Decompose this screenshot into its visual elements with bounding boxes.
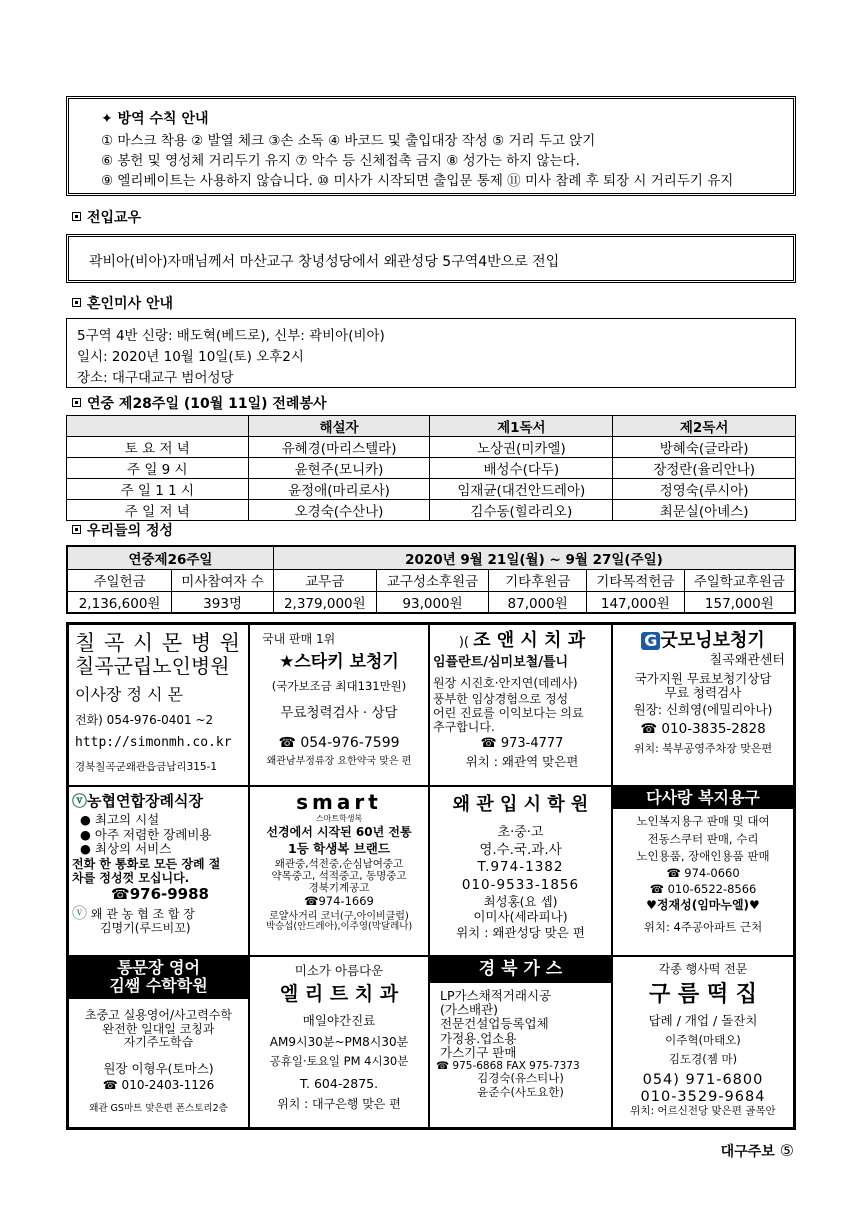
square-bullet-icon xyxy=(72,298,81,307)
ad-simon-hospital xyxy=(68,624,249,786)
ad-text: ● 아주 저렴한 장례비용 xyxy=(80,826,212,842)
ad-text: 칠곡왜관센터 xyxy=(709,652,785,668)
notice-title: ✦ 방역 수칙 안내 xyxy=(101,111,209,127)
offering-value: 2,136,600원 xyxy=(67,591,172,613)
liturgy-cell: 정영숙(루시아) xyxy=(613,479,796,500)
table-row xyxy=(67,458,796,479)
ad-text: 박승섭(안드레아),이주영(막달레나) xyxy=(265,921,413,933)
offering-header: 기타후원금 xyxy=(489,569,587,591)
ad-text: 노인복지용구 판매 및 대여 xyxy=(636,814,770,829)
offering-period-label: 2020년 9월 21일(월) ~ 9월 27일(주일) xyxy=(273,546,795,569)
ad-text: ⓥ 왜 관 농 협 조 합 장 xyxy=(72,904,195,923)
ad-brand: smart xyxy=(296,790,382,814)
ad-text: 노인용품, 장애인용품 판매 xyxy=(636,848,770,863)
ad-text: (가스배관) xyxy=(440,1001,499,1017)
ad-text: 스마트학생복 xyxy=(315,814,363,823)
ad-text: 김명기(루드비꼬) xyxy=(100,921,191,936)
ad-phone: ☎ 974-0660 xyxy=(666,866,740,881)
ad-phone: ☎ 010-6522-8566 xyxy=(649,882,757,897)
square-bullet-icon xyxy=(72,398,81,407)
ad-joan-dental xyxy=(429,624,612,786)
liturgy-cell: 장정란(율리안나) xyxy=(613,458,796,479)
ad-text: 초중고 실용영어/사고력수학 xyxy=(85,1007,232,1022)
liturgy-table xyxy=(66,415,796,521)
liturgy-cell: 오경숙(수산나) xyxy=(248,500,430,521)
offering-header: 교무금 xyxy=(273,569,376,591)
ad-text: LP가스채적거래시공 xyxy=(440,987,552,1003)
ad-address: 위치 : 왜관역 맞은편 xyxy=(465,753,579,769)
notice-line-3: ⑨ 엘리베이트는 사용하지 않습니다. ⑩ 미사가 시작되면 출입문 통제 ⑪ 미사 참례 후 퇴장 시 거리두기 유지 xyxy=(101,173,734,189)
liturgy-cell: 임재균(대건안드레아) xyxy=(430,479,613,500)
ad-title: ⓥ농협연합장례식장 xyxy=(72,792,203,810)
liturgy-cell: 주 일 9 시 xyxy=(67,458,249,479)
ad-phone: 054) 971-6800 xyxy=(642,1071,764,1088)
ad-text: 국가지원 무료보청기상담 xyxy=(634,670,772,686)
tooth-icon: )( xyxy=(458,635,474,650)
transfer-heading: 전입교우 xyxy=(72,207,141,227)
ad-text: 공휴일·토요일 PM 4시30분 xyxy=(269,1054,409,1069)
nonghyup-logo-icon: ⓥ xyxy=(72,792,88,810)
ad-address: 위치: 어르신전당 맞은편 골목안 xyxy=(630,1105,776,1118)
ad-phone: ☎ 010-2403-1126 xyxy=(102,1077,215,1092)
ad-title: 엘 리 트 치 과 xyxy=(279,983,399,1006)
ad-address: 왜관남부정류장 요한약국 맞은 편 xyxy=(266,756,412,768)
liturgy-cell: 노상권(미카엘) xyxy=(430,437,613,458)
ad-text: 전동스쿠터 판매, 수리 xyxy=(647,831,759,846)
ad-text: 김도경(젬 마) xyxy=(668,1051,738,1066)
ad-phone: ☎ 975-6868 FAX 975-7373 xyxy=(436,1060,580,1073)
ad-text: 무료 청력검사 xyxy=(664,685,742,700)
ad-address: 왜관 GS마트 맞은편 폰스토리2층 xyxy=(89,1103,228,1115)
ad-title: 왜 관 입 시 학 원 xyxy=(452,794,589,815)
liturgy-cell: 최문실(아녜스) xyxy=(613,500,796,521)
ad-text: 전화 한 통화로 모든 장례 절 xyxy=(72,857,221,872)
page-number: ⑤ xyxy=(779,1141,794,1160)
transfer-text: 곽비아(비아)자매님께서 마산교구 창녕성당에서 왜관성당 5구역4반으로 전입 xyxy=(89,254,560,270)
offering-value: 157,000원 xyxy=(684,591,795,613)
ad-text: 무료청력검사 · 상담 xyxy=(280,704,398,721)
ad-phone: ☎974-1669 xyxy=(304,893,374,908)
wedding-box xyxy=(66,318,796,388)
ad-text: 경북기계공고 xyxy=(308,882,370,895)
ad-title: 다사랑 복지용구 xyxy=(613,787,793,809)
ad-phone: T. 604-2875. xyxy=(299,1075,379,1091)
ad-text: 약목중고, 석적중고, 동명중고 xyxy=(271,870,407,883)
liturgy-cell: 윤정애(마리로사) xyxy=(248,479,430,500)
ad-text: 이주혁(마태오) xyxy=(665,1033,741,1048)
ad-text: 이미사(세라피나) xyxy=(473,908,568,924)
nonghyup-logo-icon: ⓥ xyxy=(72,904,88,923)
ad-text: 왜관중,석전중,순심남여중고 xyxy=(274,858,404,871)
wedding-line-1: 5구역 4반 신랑: 배도혁(베드로), 신부: 곽비아(비아) xyxy=(77,328,385,344)
ad-title: 칠 곡 시 몬 병 원 xyxy=(75,631,242,655)
offering-header: 주일헌금 xyxy=(67,569,172,591)
ad-phone: ☎ 010-3835-2828 xyxy=(640,720,766,737)
liturgy-cell: 주 일 저 녁 xyxy=(67,500,249,521)
offering-value: 93,000원 xyxy=(376,591,489,613)
ad-gyeongbuk-gas xyxy=(429,956,612,1128)
table-row xyxy=(67,479,796,500)
ad-text: 자기주도학습 xyxy=(123,1035,194,1050)
ad-goodmorning-hearing xyxy=(612,624,794,786)
ad-text: 영.수.국.과.사 xyxy=(479,841,562,858)
ad-text: 원장: 신희영(에밀리아나) xyxy=(633,702,773,718)
ad-gureum-rice-cake xyxy=(612,956,794,1128)
ad-text: 초·중·고 xyxy=(497,824,544,840)
ad-address: 위치: 북부공영주차장 맞은편 xyxy=(633,742,773,756)
ad-text: 선경에서 시작된 60년 전통 xyxy=(266,825,412,840)
notice-line-1: ① 마스크 착용 ② 발열 체크 ③손 소독 ④ 바코드 및 출입대장 작성 ⑤ 거리 두고 앉기 xyxy=(101,133,596,149)
liturgy-cell: 방혜숙(글라라) xyxy=(613,437,796,458)
ad-phone: ☎ 054-976-7599 xyxy=(278,735,400,752)
offering-value: 87,000원 xyxy=(489,591,587,613)
ad-phone: 전화) 054-976-0401 ~2 xyxy=(75,712,214,727)
ad-address: 위치 : 왜관성당 맞은 편 xyxy=(456,924,585,940)
liturgy-heading: 연중 제28주일 (10월 11일) 전례봉사 xyxy=(72,393,327,413)
ad-elite-dental xyxy=(249,956,429,1128)
liturgy-cell: 주 일 1 1 시 xyxy=(67,479,249,500)
transfer-box xyxy=(66,234,796,283)
ad-address: 경북칠곡군왜관읍금남리315-1 xyxy=(75,761,218,774)
liturgy-header: 제2독서 xyxy=(613,416,796,437)
ad-text: 원장 시진호·안지연(데레사) xyxy=(433,675,578,690)
ad-phone: T.974-1382 xyxy=(477,859,564,876)
ad-text: 원장 이형우(토마스) xyxy=(103,1061,214,1077)
ad-text: 임플란트/심미보철/틀니 xyxy=(433,654,569,670)
ad-text: AM9시30분~PM8시30분 xyxy=(269,1034,409,1049)
ad-smart-uniform xyxy=(249,786,429,956)
ad-text: 1등 학생복 브랜드 xyxy=(288,840,390,856)
ad-title: 통문장 영어 xyxy=(117,958,200,977)
ad-address: 위치 : 대구은행 맞은 편 xyxy=(277,1096,401,1111)
ad-url: http://simonmh.co.kr xyxy=(75,735,232,751)
ad-kimssaem-academy xyxy=(68,956,249,1128)
ad-text: 이사장 정 시 몬 xyxy=(75,685,183,705)
ad-text: ● 최상의 서비스 xyxy=(80,841,172,856)
notice-line-2: ⑥ 봉헌 및 영성체 거리두기 유지 ⑦ 악수 등 신체접촉 금지 ⑧ 성가는 하지 않는다. xyxy=(101,153,580,169)
ad-starkey xyxy=(249,624,429,786)
ad-text: 최성홍(요 셉) xyxy=(483,894,558,910)
ad-phone: 010-9533-1856 xyxy=(461,876,580,893)
ad-text: 가정용.업소용 xyxy=(440,1030,517,1046)
ad-text: 미소가 아름다운 xyxy=(294,963,384,978)
ad-text: 완전한 일대일 코칭과 xyxy=(102,1021,215,1036)
liturgy-cell: 윤현주(모니카) xyxy=(248,458,430,479)
liturgy-cell: 토 요 저 녁 xyxy=(67,437,249,458)
ad-text: 전문건설업등록업체 xyxy=(440,1016,549,1032)
liturgy-header: 해설자 xyxy=(248,416,430,437)
offering-header: 주일학교후원금 xyxy=(684,569,795,591)
wedding-line-3: 장소: 대구대교구 범어성당 xyxy=(77,370,234,386)
ad-text: 답례 / 개업 / 돌잔치 xyxy=(648,1013,758,1029)
ad-text: 김경숙(유스티나) xyxy=(477,1071,564,1086)
ad-phone: 010-3529-9684 xyxy=(640,1088,766,1105)
table-row xyxy=(67,437,796,458)
offering-header: 교구성소후원금 xyxy=(376,569,489,591)
brand-g-logo-icon: G xyxy=(641,632,660,650)
ad-title: G 굿모닝보청기 xyxy=(613,631,793,652)
offering-heading: 우리들의 정성 xyxy=(72,520,173,540)
ad-text: 각종 행사떡 전문 xyxy=(658,962,748,976)
ad-text: 가스기구 판매 xyxy=(440,1045,517,1061)
square-bullet-icon xyxy=(72,212,81,221)
ad-text: 어린 진료를 이익보다는 의료 xyxy=(433,706,584,721)
ad-address: 로얄사거리 코너(구,아이비클럽) xyxy=(269,910,409,922)
offering-table xyxy=(66,545,796,614)
ad-phone: ☎976-9988 xyxy=(111,884,209,903)
ad-header xyxy=(69,957,248,999)
ad-title: )( 조 앤 시 치 과 xyxy=(458,630,586,651)
square-bullet-icon xyxy=(72,525,81,534)
ad-text: ♥정재성(임마누엘)♥ xyxy=(646,898,760,913)
liturgy-header xyxy=(67,416,249,437)
wedding-line-2: 일시: 2020년 10월 10일(토) 오후2시 xyxy=(77,349,304,365)
ad-address: 위치: 4주공아파트 근처 xyxy=(643,920,763,935)
offering-header: 기타목적헌금 xyxy=(586,569,684,591)
ad-text: 차를 정성껏 모십니다. xyxy=(72,871,190,886)
ad-text: 풍부한 임상경험으로 정성 xyxy=(433,692,569,707)
ad-text: ● 최고의 시설 xyxy=(80,812,160,828)
wedding-heading: 혼인미사 안내 xyxy=(72,293,173,313)
table-row xyxy=(67,500,796,521)
offering-value: 147,000원 xyxy=(586,591,684,613)
ad-subtitle: 김쌤 수학학원 xyxy=(109,976,208,996)
ad-waegwan-academy xyxy=(429,786,612,956)
ad-text: 매일야간진료 xyxy=(302,1013,376,1029)
ad-subtitle: 칠곡군립노인병원 xyxy=(75,654,230,679)
footer xyxy=(721,1141,794,1161)
liturgy-cell: 유혜경(마리스텔라) xyxy=(248,437,430,458)
ad-phone: ☎ 973-4777 xyxy=(480,735,564,751)
ad-dasarang-welfare xyxy=(612,786,794,956)
ad-title: 경 북 가 스 xyxy=(430,957,611,983)
notice-box xyxy=(66,96,796,196)
ad-nonghyup-funeral xyxy=(68,786,249,956)
ad-text: (국가보조금 최대131만원) xyxy=(271,679,407,694)
liturgy-cell: 배성수(다두) xyxy=(430,458,613,479)
footer-text: 대구주보 xyxy=(720,1144,775,1160)
offering-week-label: 연중제26주일 xyxy=(67,546,273,569)
ad-text: 국내 판매 1위 xyxy=(262,632,336,646)
table-row xyxy=(67,591,795,613)
offering-header: 미사참여자 수 xyxy=(172,569,274,591)
ad-text: 윤준수(사도요한) xyxy=(477,1084,564,1099)
ad-title: ★스타키 보청기 xyxy=(279,651,399,672)
liturgy-header: 제1독서 xyxy=(430,416,613,437)
offering-value: 2,379,000원 xyxy=(273,591,376,613)
offering-value: 393명 xyxy=(172,591,274,613)
ad-text: 추구합니다. xyxy=(433,720,495,735)
liturgy-cell: 김수동(힐라리오) xyxy=(430,500,613,521)
ad-title: 구 름 떡 집 xyxy=(649,981,757,1007)
